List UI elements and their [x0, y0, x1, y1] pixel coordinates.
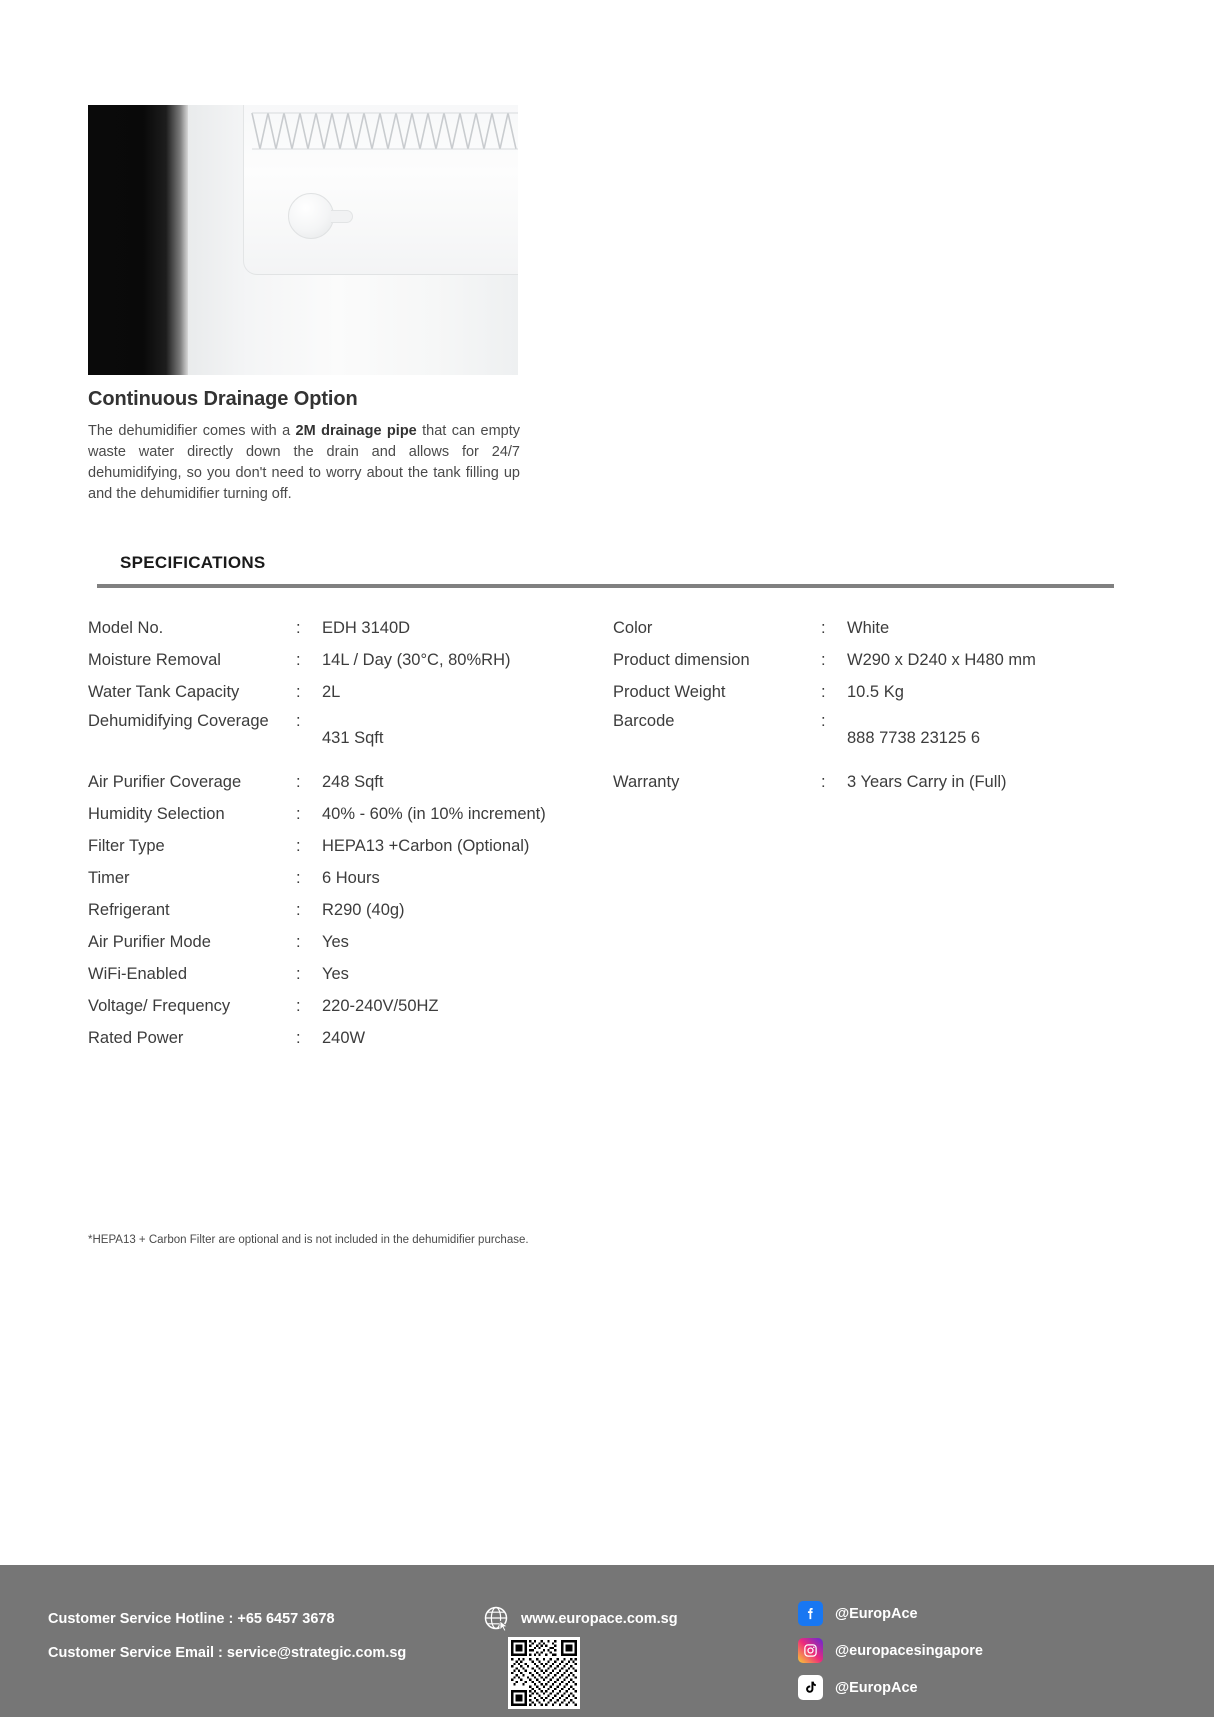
spec-colon: : [296, 997, 301, 1015]
spec-row [613, 612, 1118, 644]
customer-service-email: Customer Service Email : service@strategic.com.sg [48, 1645, 407, 1661]
spec-row [88, 798, 613, 830]
spec-colon: : [821, 773, 826, 791]
specifications-right-column [613, 612, 1118, 798]
spec-value: 431 Sqft [322, 729, 384, 747]
spec-label: Humidity Selection [88, 805, 225, 823]
spec-label: Product dimension [613, 651, 750, 669]
spec-colon: : [821, 651, 826, 669]
feature-body-bold: 2M drainage pipe [295, 423, 417, 439]
spec-row [88, 612, 613, 644]
globe-icon [483, 1605, 511, 1633]
drain-port-cap [288, 193, 334, 239]
spec-row [88, 958, 613, 990]
spec-row [88, 894, 613, 926]
footer-contact-block [48, 1602, 406, 1670]
spec-row [613, 644, 1118, 676]
spec-label: Color [613, 619, 653, 637]
spec-row [613, 766, 1118, 798]
spec-value: W290 x D240 x H480 mm [847, 651, 1036, 669]
spec-value: 40% - 60% (in 10% increment) [322, 805, 546, 823]
spec-colon: : [296, 683, 301, 701]
spec-colon: : [296, 651, 301, 669]
spec-value: 220-240V/50HZ [322, 997, 439, 1015]
spec-colon: : [821, 619, 826, 637]
spec-row [88, 990, 613, 1022]
feature-title: Continuous Drainage Option [88, 388, 358, 410]
spec-value: 3 Years Carry in (Full) [847, 773, 1007, 791]
customer-service-hotline: Customer Service Hotline : +65 6457 3678 [48, 1611, 335, 1627]
spec-label: Filter Type [88, 837, 165, 855]
spec-row [88, 926, 613, 958]
tiktok-icon[interactable] [798, 1675, 823, 1700]
spec-colon: : [296, 1029, 301, 1047]
spec-row [88, 766, 613, 798]
specifications-heading: SPECIFICATIONS [120, 553, 266, 572]
page-footer [0, 1565, 1214, 1717]
spec-label: Rated Power [88, 1029, 184, 1047]
spec-value: 888 7738 23125 6 [847, 729, 981, 747]
spec-value: Yes [322, 933, 349, 951]
spec-value: 2L [322, 683, 341, 701]
spec-label: Refrigerant [88, 901, 170, 919]
spec-value: 240W [322, 1029, 366, 1047]
spec-value: 6 Hours [322, 869, 380, 887]
dehumidifier-vent-grille [250, 109, 518, 153]
specifications-table [88, 612, 1118, 1054]
drain-port-tab [331, 210, 353, 223]
spec-colon: : [296, 619, 301, 637]
spec-label: Warranty [613, 773, 680, 791]
feature-description [88, 421, 520, 505]
spec-row [88, 676, 613, 708]
spec-colon: : [296, 712, 301, 730]
spec-value: 248 Sqft [322, 773, 384, 791]
product-photo [88, 105, 518, 375]
social-link[interactable] [798, 1675, 983, 1700]
spec-label: Product Weight [613, 683, 726, 701]
spec-label: Water Tank Capacity [88, 683, 240, 701]
instagram-icon[interactable] [798, 1638, 823, 1663]
spec-value: White [847, 619, 890, 637]
qr-code[interactable] [508, 1637, 580, 1709]
spec-label: Timer [88, 869, 130, 887]
spec-colon: : [296, 901, 301, 919]
spec-label: Air Purifier Coverage [88, 773, 242, 791]
spec-value: Yes [322, 965, 349, 983]
spec-colon: : [296, 869, 301, 887]
social-handle: @EuropAce [835, 1605, 918, 1622]
spec-label: WiFi-Enabled [88, 965, 188, 983]
spec-colon: : [296, 837, 301, 855]
spec-colon: : [296, 805, 301, 823]
spec-row [88, 862, 613, 894]
spec-label: Voltage/ Frequency [88, 997, 231, 1015]
spec-row [88, 830, 613, 862]
spec-colon: : [821, 683, 826, 701]
social-links [798, 1601, 983, 1700]
spec-value: HEPA13 +Carbon (Optional) [322, 837, 530, 855]
social-link[interactable] [798, 1601, 983, 1626]
social-handle: @europacesingapore [835, 1642, 983, 1659]
spec-value: 14L / Day (30°C, 80%RH) [322, 651, 511, 669]
photo-dark-gradient [88, 105, 188, 375]
spec-colon: : [296, 933, 301, 951]
social-link[interactable] [798, 1638, 983, 1663]
spec-value: EDH 3140D [322, 619, 411, 637]
spec-label: Moisture Removal [88, 651, 221, 669]
spec-value: R290 (40g) [322, 901, 405, 919]
feature-body-pre: The dehumidifier comes with a [88, 423, 296, 439]
spec-row [88, 1022, 613, 1054]
spec-label: Dehumidifying Coverage [88, 712, 269, 730]
spec-row [613, 708, 1118, 766]
filter-footnote: *HEPA13 + Carbon Filter are optional and is not included in the dehumidifier purchase. [88, 1234, 529, 1246]
facebook-icon[interactable] [798, 1601, 823, 1626]
website-url[interactable]: www.europace.com.sg [521, 1611, 678, 1627]
spec-value: 10.5 Kg [847, 683, 904, 701]
social-handle: @EuropAce [835, 1679, 918, 1696]
spec-colon: : [296, 773, 301, 791]
specifications-divider [97, 584, 1114, 588]
footer-website-block[interactable] [483, 1605, 678, 1633]
spec-colon: : [821, 712, 826, 730]
spec-label: Barcode [613, 712, 675, 730]
spec-label: Model No. [88, 619, 164, 637]
spec-label: Air Purifier Mode [88, 933, 211, 951]
spec-colon: : [296, 965, 301, 983]
spec-row [613, 676, 1118, 708]
specifications-left-column [88, 612, 613, 1054]
feature-body-post: that can empty waste water directly down the drain and allows for 24/7 dehumidifying, so you don't need to worry about the tank filling up and the dehumidifier turning off. [88, 423, 521, 502]
spec-row [88, 644, 613, 676]
spec-row [88, 708, 613, 766]
